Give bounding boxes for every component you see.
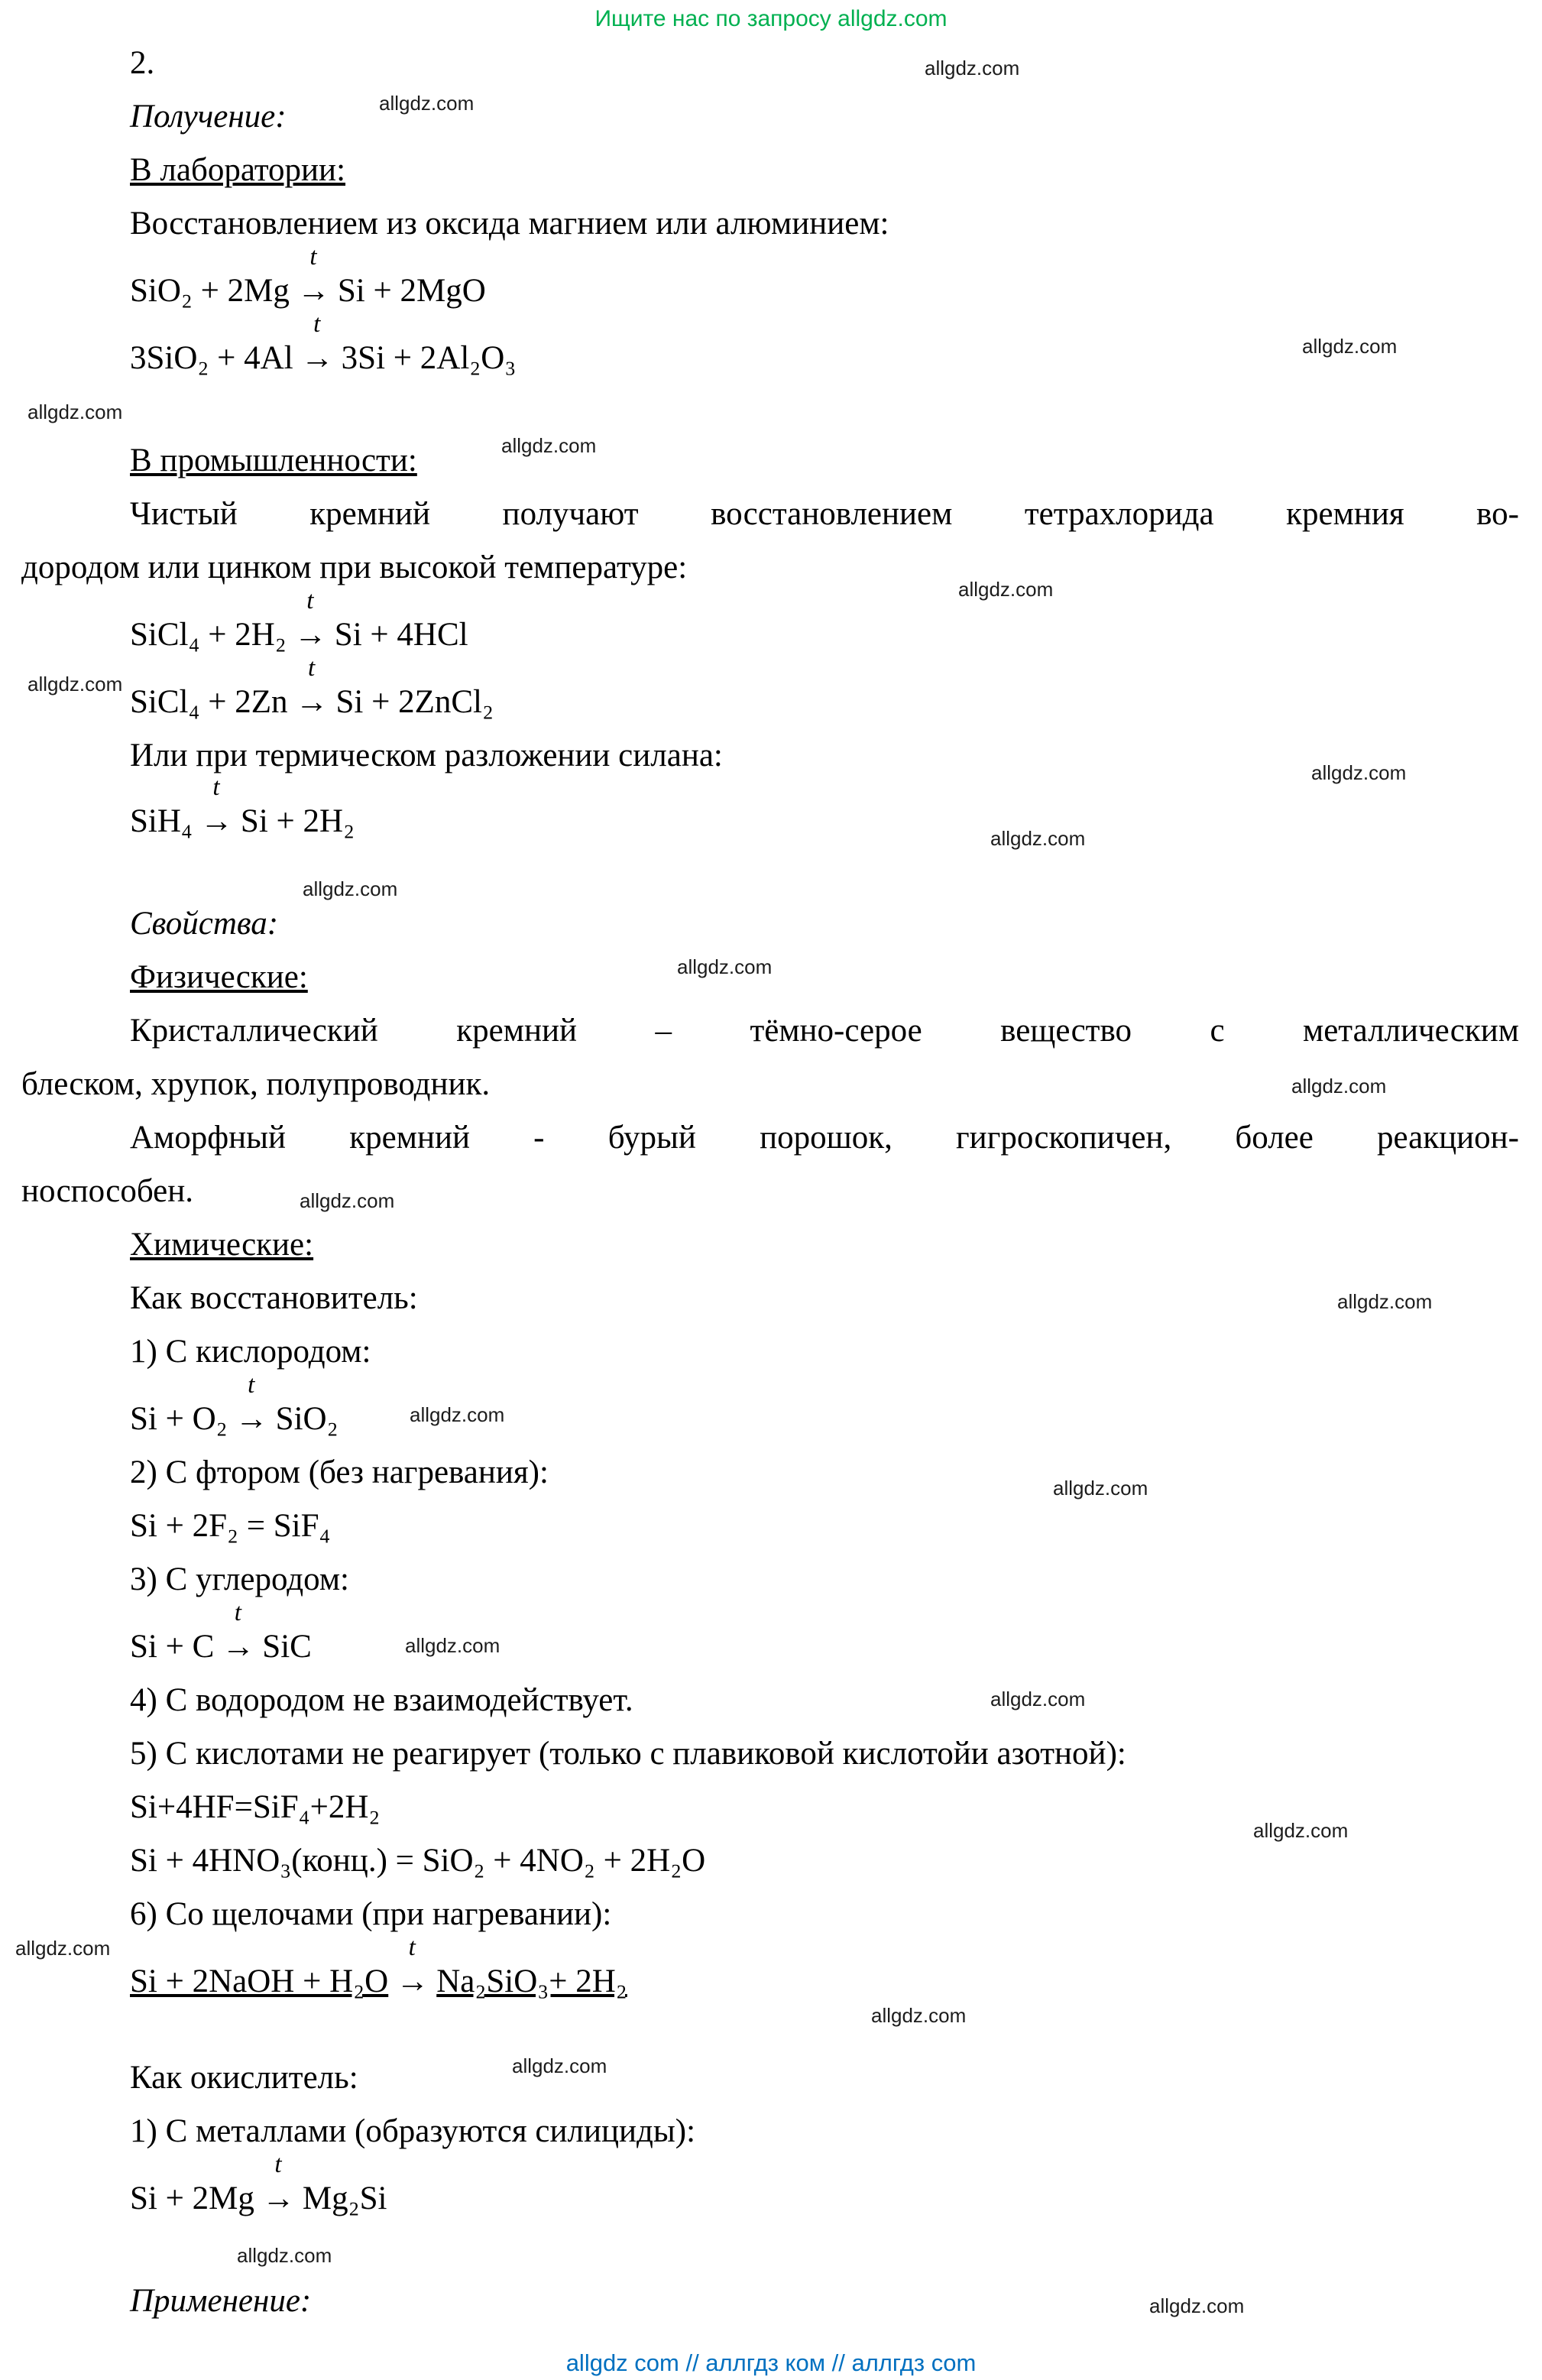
watermark: allgdz.com [300,1189,395,1212]
watermark: allgdz.com [871,2004,967,2027]
temperature-label: t [313,310,321,338]
reducer-title: Как восстановитель: [130,1280,418,1316]
equation-si-hf: Si+4HF=SiF₄+2H₂ [130,1789,381,1825]
watermark: allgdz.com [990,1688,1086,1710]
right-arrow-icon: → [199,803,233,839]
right-arrow-icon: → [293,617,327,653]
item-number: 2. [130,45,155,81]
chem-item-2: 2) С фтором (без нагревания): [130,1454,549,1490]
watermark: allgdz.com [1311,761,1407,784]
equation-si-o2 [130,1371,1519,1446]
eq-left: SiH₄ [130,803,193,839]
chem-item-4: 4) С водородом не взаимодействует. [130,1682,633,1718]
silane-intro: Или при термическом разложении силана: [130,738,723,773]
temperature-label: t [309,243,317,271]
arrow-with-t [228,1371,276,1446]
industry-intro-line1: Чистый кремний получают восстановлением тетрахлорида кремния во- [130,496,1519,532]
chem-item-6: 6) Со щелочами (при нагревании): [130,1896,612,1932]
subsection-industry-title-text: В промышленности: [130,443,417,478]
eq-right: Si + 2MgO [337,273,486,309]
eq-right: Si + 2H₂ [240,803,355,839]
temperature-label: t [248,1371,255,1399]
watermark: allgdz.com [28,673,123,696]
chem-item-3: 3) С углеродом: [130,1561,349,1597]
equation-si-hno3: Si + 4HNO₃(конц.) = SiO₂ + 4NO₂ + 2H₂O [130,1843,706,1879]
eq-left: SiO₂ + 2Mg [130,273,290,309]
subsection-lab-title [130,144,1519,197]
arrow-with-t [254,2151,303,2226]
temperature-label: t [408,1934,416,1961]
watermark: allgdz.com [1253,1819,1349,1842]
eq-right: Mg₂Si [302,2181,387,2216]
equation-si-c [130,1599,1519,1674]
watermark: allgdz.com [237,2244,332,2267]
subsection-chemical-title-text: Химические: [130,1227,314,1263]
lab-intro: Восстановлением из оксида магнием или алюминием: [130,206,889,242]
document-content [21,37,1519,2328]
subsection-physical-title [130,951,1519,1004]
equation-silane [130,773,1519,848]
equation-sicl4-zn [130,654,1519,729]
physical-line4: носпособен. [21,1173,193,1209]
watermark: allgdz.com [677,955,773,978]
chem-item-1: 1) С кислородом: [130,1334,371,1370]
right-arrow-icon: → [300,340,334,376]
eq-right: Si + 4HCl [334,617,468,653]
equation-si-mg [130,2151,1519,2226]
temperature-label: t [274,2151,282,2178]
watermark: allgdz.com [1053,1477,1148,1500]
right-arrow-icon: → [396,1963,429,1999]
right-arrow-icon: → [295,684,329,720]
eq-left: Si + 2NaOH + H₂O [130,1963,389,1999]
watermark: allgdz.com [512,2054,607,2077]
subsection-physical-title-text: Физические: [130,959,308,995]
chem-item-5: 5) С кислотами не реагирует (только с плавиковой кислотойи азотной): [130,1736,1126,1772]
arrow-with-t [388,1934,436,2009]
watermark: allgdz.com [303,877,398,900]
watermark: allgdz.com [958,578,1054,601]
physical-line1: Кристаллический кремний – тёмно-серое вещество с металлическим [130,1013,1519,1049]
subsection-industry-title [130,434,1519,488]
watermark: allgdz.com [990,827,1086,850]
watermark: allgdz.com [405,1634,501,1657]
watermark: allgdz.com [15,1937,111,1960]
watermark: allgdz.com [925,57,1020,79]
eq-left: SiCl₄ + 2Zn [130,684,288,720]
physical-line2: блеском, хрупок, полупроводник. [21,1066,491,1102]
eq-left: Si + C [130,1629,215,1665]
watermark: allgdz.com [1337,1290,1433,1313]
right-arrow-icon: → [235,1401,268,1437]
equation-sio2-al [130,310,1519,385]
watermark: allgdz.com [28,400,123,423]
watermark: allgdz.com [1302,335,1398,358]
physical-line3: Аморфный кремний - бурый порошок, гигроскопичен, более реакцион- [130,1120,1519,1156]
watermark: allgdz.com [501,434,597,457]
subsection-chemical-title [130,1218,1519,1272]
temperature-label: t [212,773,220,801]
page-footer: allgdz com // аллгдз ком // аллгдз com [565,2349,977,2376]
equation-si-naoh [130,1934,1519,2009]
section-title-svoistva: Свойства: [130,906,279,942]
right-arrow-icon: → [261,2181,295,2216]
equation-si-f2: Si + 2F₂ = SiF₄ [130,1508,331,1544]
subsection-lab-title-text: В лаборатории: [130,152,346,188]
page-banner: Ищите нас по запросу allgdz.com [594,6,948,31]
eq-left: Si + 2Mg [130,2181,254,2216]
eq-right: SiO₂ [275,1401,339,1437]
eq-left: Si + O₂ [130,1401,228,1437]
arrow-with-t [214,1599,262,1674]
eq-left: 3SiO₂ + 4Al [130,340,293,376]
industry-intro-line2: дородом или цинком при высокой температуре: [21,550,688,585]
arrow-with-t [288,654,336,729]
right-arrow-icon: → [222,1629,255,1665]
watermark: allgdz.com [1291,1075,1387,1098]
watermark: allgdz.com [379,92,475,115]
equation-sio2-mg [130,243,1519,318]
eq-right: SiC [262,1629,312,1665]
arrow-with-t [293,310,342,385]
temperature-label: t [234,1599,241,1626]
temperature-label: t [307,654,316,682]
section-title-poluchenie: Получение: [130,99,287,135]
oxidizer-title: Как окислитель: [130,2060,358,2096]
eq-right: Si + 2ZnCl₂ [335,684,494,720]
right-arrow-icon: → [296,273,330,309]
watermark: allgdz.com [410,1403,505,1426]
eq-right: Na₂SiO₃+ 2H₂ [436,1963,627,1999]
eq-right: 3Si + 2Al₂O₃ [341,340,517,376]
arrow-with-t [193,773,241,848]
temperature-label: t [306,587,314,614]
watermark: allgdz.com [1149,2294,1245,2317]
metals-item: 1) С металлами (образуются силициды): [130,2113,696,2149]
eq-left: SiCl₄ + 2H₂ [130,617,287,653]
section-title-primenenie: Применение: [130,2283,312,2319]
